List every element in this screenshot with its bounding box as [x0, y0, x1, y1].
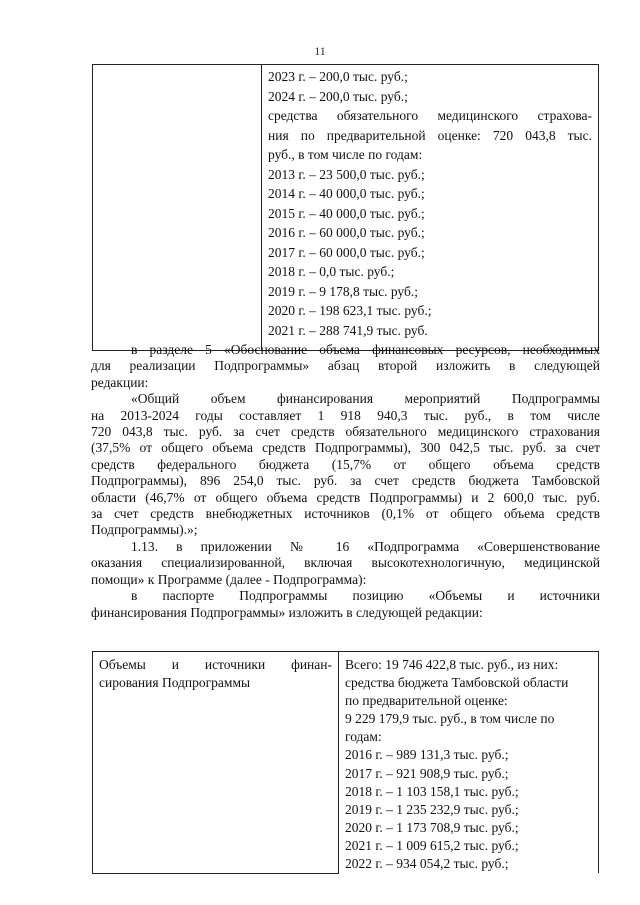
paragraph-passport: [91, 588, 600, 621]
text-line: 2019 г. – 9 178,8 тыс. руб.;: [268, 283, 418, 299]
text-line: 720 043,8 тыс. руб. за счет средств обязательного медицинского страхования: [91, 424, 600, 440]
text-line: для реализации Подпрограммы» абзац второй изложить в следующей: [91, 358, 600, 374]
table-right-cell: [339, 652, 599, 874]
text-line: Подпрограммы), 896 254,0 тыс. руб. за счет средств бюджета Тамбовской: [91, 473, 600, 489]
text-line: 2020 г. – 1 173 708,9 тыс. руб.;: [345, 819, 519, 835]
text-line: 2020 г. – 198 623,1 тыс. руб.;: [268, 303, 432, 318]
text-line: 2017 г. – 921 908,9 тыс. руб.;: [345, 765, 509, 781]
text-line: 2021 г. – 1 009 615,2 тыс. руб.;: [345, 837, 519, 853]
text-line: 2021 г. – 288 741,9 тыс. руб.: [268, 322, 428, 338]
body-text: [91, 342, 600, 621]
text-line: средства бюджета Тамбовской области: [345, 675, 569, 691]
text-line: 2015 г. – 40 000,0 тыс. руб.;: [268, 205, 425, 221]
text-line: Объемы и источники финан-: [99, 657, 332, 672]
text-line: сирования Подпрограммы: [99, 675, 251, 690]
text-line: 2023 г. – 200,0 тыс. руб.;: [268, 69, 408, 84]
text-line: 2013 г. – 23 500,0 тыс. руб.;: [268, 166, 425, 182]
text-line: 2024 г. – 200,0 тыс. руб.;: [268, 88, 408, 104]
text-line: 1.13. в приложении № 16 «Подпрограмма «Совершенствование: [131, 538, 600, 554]
text-line: 2019 г. – 1 235 232,9 тыс. руб.;: [345, 801, 519, 817]
table-right-cell: [262, 65, 599, 351]
text-line: 2022 г. – 934 054,2 тыс. руб.;: [345, 856, 509, 872]
text-line: Подпрограммы).»;: [91, 522, 198, 538]
paragraph-section5: [91, 342, 600, 391]
text-line: 2017 г. – 60 000,0 тыс. руб.;: [268, 244, 425, 260]
text-line: оказания специализированной, включая высокотехнологичную, медицинской: [91, 555, 600, 571]
text-line: «Общий объем финансирования мероприятий Подпрограммы: [131, 391, 600, 407]
text-line: области (46,7% от общего объема средств Подпрограммы) и 2 600,0 тыс. руб.: [91, 489, 600, 505]
text-line: помощи» к Программе (далее - Подпрограмма):: [91, 571, 367, 587]
text-line: по предварительной оценке:: [345, 693, 508, 709]
text-line: за счет средств внебюджетных источников (0,1% от общего объема средств: [91, 506, 600, 522]
text-line: 2016 г. – 60 000,0 тыс. руб.;: [268, 225, 425, 240]
text-line: на 2013-2024 годы составляет 1 918 940,3 тыс. руб., в том числе: [91, 407, 600, 423]
text-line: в разделе 5 «Обоснование объема финансовых ресурсов, необходимых: [131, 342, 600, 357]
paragraph-quote: [91, 391, 600, 539]
text-line: 2016 г. – 989 131,3 тыс. руб.;: [345, 747, 509, 763]
text-line: 2018 г. – 1 103 158,1 тыс. руб.;: [345, 783, 519, 799]
paragraph-1-13: [91, 539, 600, 588]
text-line: средств федерального бюджета (15,7% от общего объема средств: [91, 456, 600, 472]
page-number: 11: [314, 44, 326, 58]
funding-table-new: [92, 651, 599, 874]
text-line: руб., в том числе по годам:: [268, 147, 423, 162]
text-line: редакции:: [91, 374, 149, 390]
text-line: 9 229 179,9 тыс. руб., в том числе по: [345, 711, 555, 727]
text-line: 2014 г. – 40 000,0 тыс. руб.;: [268, 186, 425, 201]
text-line: годам:: [345, 729, 382, 745]
text-line: финансирования Подпрограммы» изложить в следующей редакции:: [91, 604, 483, 620]
table-left-cell: [93, 652, 339, 874]
text-line: (37,5% от общего объема средств Подпрограммы), 300 042,5 тыс. руб. за счет: [91, 440, 600, 456]
table-left-cell: [93, 65, 262, 351]
text-line: Всего: 19 746 422,8 тыс. руб., из них:: [345, 657, 559, 672]
text-line: 2018 г. – 0,0 тыс. руб.;: [268, 264, 395, 279]
funding-table-continued: [92, 64, 599, 351]
text-line: средства обязательного медицинского страхова-: [268, 108, 592, 123]
text-line: в паспорте Подпрограммы позицию «Объемы и источники: [131, 588, 600, 604]
text-line: ния по предварительной оценке: 720 043,8 тыс.: [268, 127, 592, 143]
